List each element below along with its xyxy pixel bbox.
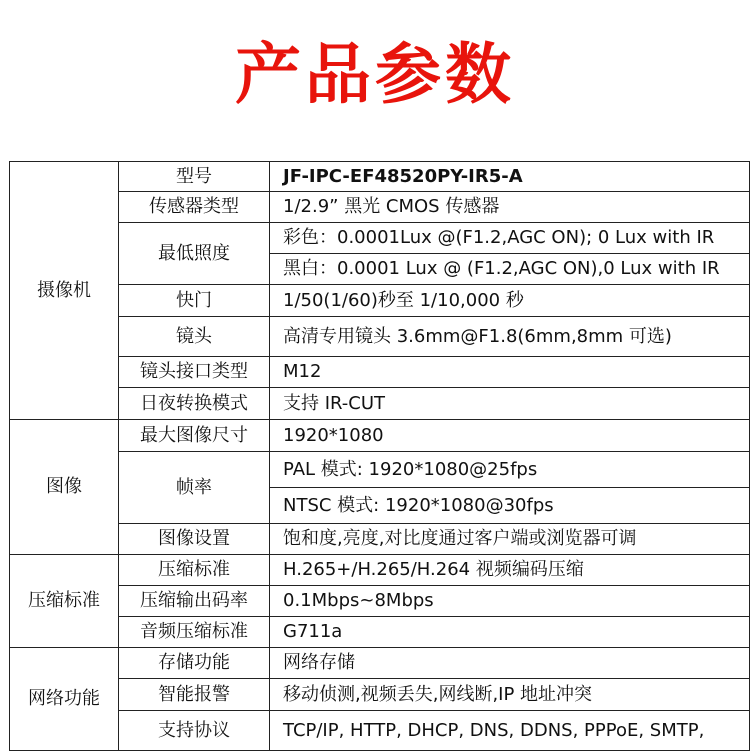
spec-value: 1/50(1/60)秒至 1/10,000 秒 xyxy=(270,285,750,317)
table-row xyxy=(10,586,750,617)
spec-label: 最低照度 xyxy=(119,223,270,285)
spec-label: 快门 xyxy=(119,285,270,317)
spec-label: 图像设置 xyxy=(119,524,270,555)
spec-label: 传感器类型 xyxy=(119,192,270,223)
table-row xyxy=(10,285,750,317)
spec-label: 存储功能 xyxy=(119,648,270,679)
spec-value: M12 xyxy=(270,357,750,388)
table-row xyxy=(10,648,750,679)
spec-value: 彩色：0.0001Lux @(F1.2,AGC ON); 0 Lux with IR xyxy=(270,223,750,254)
table-row xyxy=(10,711,750,751)
spec-value: JF-IPC-EF48520PY-IR5-A xyxy=(270,162,750,192)
spec-value: 1920*1080 xyxy=(270,420,750,452)
table-row xyxy=(10,162,750,192)
table-row xyxy=(10,192,750,223)
section-category: 图像 xyxy=(10,420,119,555)
spec-table xyxy=(9,161,750,751)
spec-label: 镜头 xyxy=(119,317,270,357)
table-row xyxy=(10,524,750,555)
table-row xyxy=(10,420,750,452)
spec-label: 帧率 xyxy=(119,452,270,524)
spec-label: 支持协议 xyxy=(119,711,270,751)
spec-label: 压缩标准 xyxy=(119,555,270,586)
spec-value: 黑白：0.0001 Lux @ (F1.2,AGC ON),0 Lux with IR xyxy=(270,254,750,285)
spec-value: NTSC 模式: 1920*1080@30fps xyxy=(270,488,750,524)
spec-label: 镜头接口类型 xyxy=(119,357,270,388)
table-row xyxy=(10,452,750,488)
table-row xyxy=(10,357,750,388)
section-category: 摄像机 xyxy=(10,162,119,420)
spec-value: 支持 IR-CUT xyxy=(270,388,750,420)
spec-value: G711a xyxy=(270,617,750,648)
section-category: 压缩标准 xyxy=(10,555,119,648)
spec-label: 日夜转换模式 xyxy=(119,388,270,420)
table-row xyxy=(10,617,750,648)
spec-value: 网络存储 xyxy=(270,648,750,679)
spec-value: TCP/IP, HTTP, DHCP, DNS, DDNS, PPPoE, SMTP, xyxy=(270,711,750,751)
spec-label: 最大图像尺寸 xyxy=(119,420,270,452)
spec-value: 1/2.9” 黑光 CMOS 传感器 xyxy=(270,192,750,223)
table-row xyxy=(10,317,750,357)
table-row xyxy=(10,555,750,586)
spec-value: 移动侦测,视频丢失,网线断,IP 地址冲突 xyxy=(270,679,750,711)
spec-value: PAL 模式: 1920*1080@25fps xyxy=(270,452,750,488)
spec-value: H.265+/H.265/H.264 视频编码压缩 xyxy=(270,555,750,586)
table-row xyxy=(10,223,750,254)
spec-label: 智能报警 xyxy=(119,679,270,711)
table-row xyxy=(10,388,750,420)
spec-label: 音频压缩标准 xyxy=(119,617,270,648)
table-row xyxy=(10,679,750,711)
spec-value: 高清专用镜头 3.6mm@F1.8(6mm,8mm 可选) xyxy=(270,317,750,357)
spec-label: 型号 xyxy=(119,162,270,192)
spec-value: 0.1Mbps~8Mbps xyxy=(270,586,750,617)
spec-value: 饱和度,亮度,对比度通过客户端或浏览器可调 xyxy=(270,524,750,555)
page-title: 产品参数 xyxy=(235,36,515,113)
spec-label: 压缩输出码率 xyxy=(119,586,270,617)
section-category: 网络功能 xyxy=(10,648,119,751)
spec-table-body xyxy=(10,162,750,751)
